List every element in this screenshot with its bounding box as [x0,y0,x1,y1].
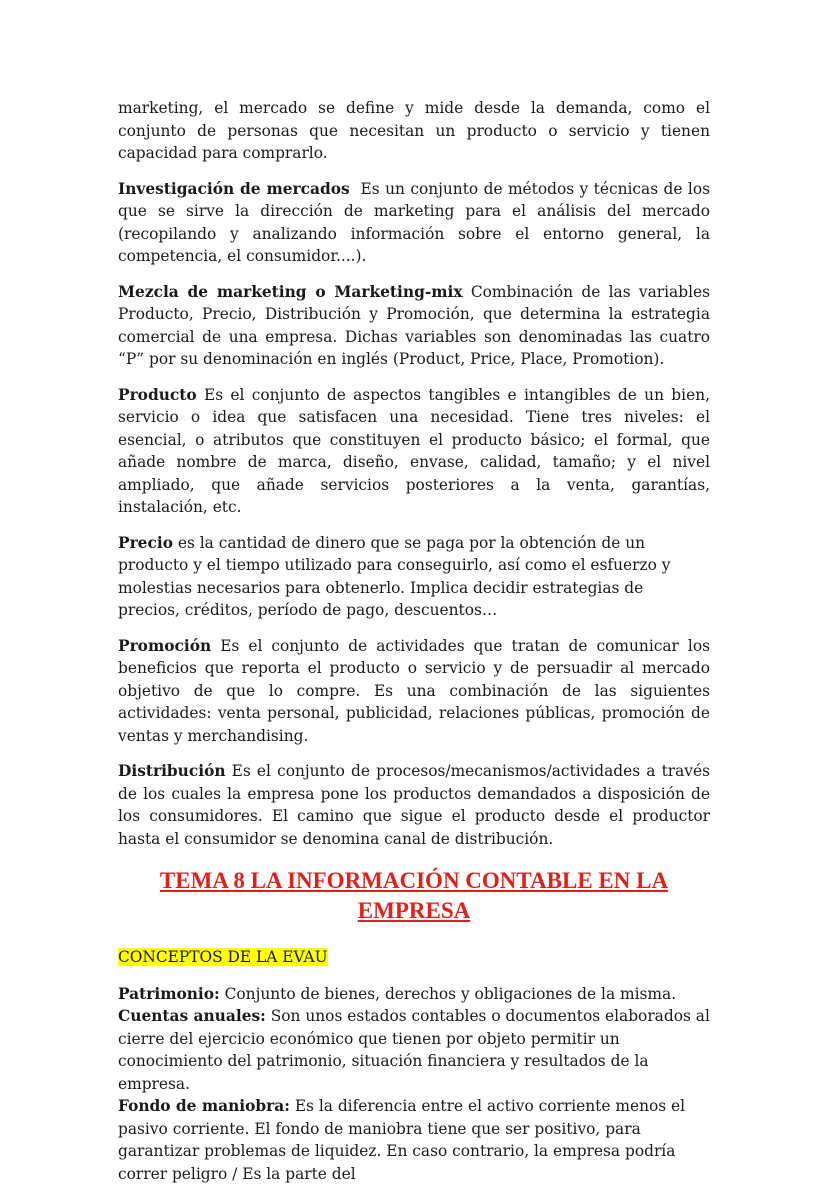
paragraph-distribucion [118,760,710,850]
concept-cuentas-anuales [118,1005,710,1095]
term-heading: Producto [118,385,197,404]
concept-term: Patrimonio: [118,984,220,1003]
paragraph-precio [118,532,710,622]
concept-text: Es la diferencia entre el activo corriente menos el pasivo corriente. El fondo de maniobra tiene que ser positivo, para garantizar problemas de liquidez. En caso contrario, la empresa podría correr peligro / Es la parte del [118,1097,686,1183]
term-heading: Precio [118,533,173,552]
evau-label-wrapper [118,946,710,969]
page-content [118,97,715,1185]
paragraph-mercado-continuation [118,97,710,165]
concept-fondo-maniobra [118,1095,710,1185]
term-heading: Investigación de mercados [118,179,350,198]
paragraph-text: Es el conjunto de aspectos tangibles e intangibles de un bien, servicio o idea que satisfacen una necesidad. Tiene tres niveles: el esencial, o atributos que constituyen el producto básico; el formal, que añade nombre de marca, diseño, envase, calidad, tamaño; y el nivel ampliado, que añade servicios posteriores a la venta, garantías, instalación, etc. [118,385,710,516]
paragraph-producto [118,384,710,519]
concept-patrimonio [118,983,710,1006]
concept-term: Cuentas anuales: [118,1007,266,1025]
term-heading: Promoción [118,636,212,655]
section-title: TEMA 8 LA INFORMACIÓN CONTABLE EN LA EMPRESA [159,868,669,923]
paragraph-investigacion-mercados [118,178,715,268]
paragraph-text: Combinación de las variables Producto, Precio, Distribución y Promoción, que determina la estrategia comercial de una empresa. Dichas variables son denominadas las cuatro “P” por su denominación en inglés (Product, Price, Place, Promotion). [118,282,710,368]
evau-highlight-label: CONCEPTOS DE LA EVAU [118,948,328,966]
paragraph-text: Es el conjunto de actividades que tratan de comunicar los beneficios que reporta el producto o servicio y de persuadir al mercado objetivo de que lo compre. Es una combinación de las siguientes actividades: venta personal, publicidad, relaciones públicas, promoción de ventas y merchandising. [118,636,710,745]
concept-term: Fondo de maniobra: [118,1097,290,1115]
term-heading: Mezcla de marketing o Marketing-mix [118,282,463,301]
paragraph-text: marketing, el mercado se define y mide desde la demanda, como el conjunto de personas que necesitan un producto o servicio y tienen capacidad para comprarlo. [118,99,710,162]
paragraph-promocion [118,635,710,748]
paragraph-text: Es el conjunto de procesos/mecanismos/actividades a través de los cuales la empresa pone los productos demandados a disposición de los consumidores. El camino que sigue el producto desde el productor hasta el consumidor se denomina canal de distribución. [118,762,710,848]
concept-text: Conjunto de bienes, derechos y obligaciones de la misma. [219,984,677,1003]
term-heading: Distribución [118,762,226,780]
concept-text: Son unos estados contables o documentos elaborados al cierre del ejercicio económico que tienen por objeto permitir un conocimiento del patrimonio, situación financiera y resultados de la empresa. [118,1007,710,1093]
paragraph-text: Es un conjunto de métodos y técnicas de los que se sirve la dirección de marketing para el análisis del mercado (recopilando y analizando información sobre el entorno general, la competencia, el consumidor....). [118,179,715,265]
paragraph-marketing-mix [118,281,710,371]
paragraph-text: es la cantidad de dinero que se paga por la obtención de un producto y el tiempo utilizado para conseguirlo, así como el esfuerzo y molestias necesarios para obtenerlo. Implica decidir estrategias de precios, créditos, período de pago, descuentos… [118,533,671,619]
